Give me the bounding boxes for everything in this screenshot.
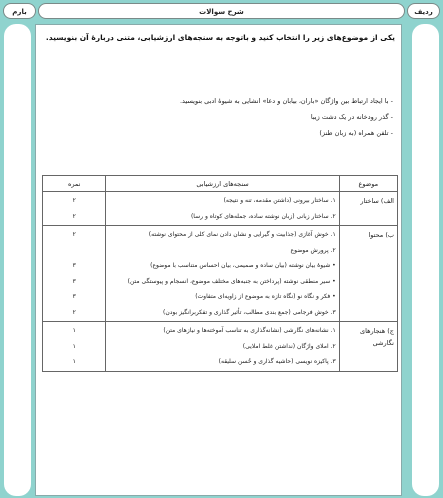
topic-item: - گذر رودخانه در یک دشت زیبا — [310, 113, 393, 121]
row-number-column — [412, 24, 439, 496]
criterion: ۳. پاکیزه نویسی (حاشیه گذاری و حُسن سلیقه) — [218, 358, 336, 365]
criteria-cell — [106, 226, 339, 322]
criteria-cell — [106, 192, 339, 226]
criterion: ۲. ساختار زبانی (زبان نوشته ساده، جمله‌های کوتاه و رسا) — [190, 212, 336, 220]
rubric-table — [42, 175, 398, 372]
topic-list — [43, 93, 393, 141]
criterion: • شیوهٔ بیان نوشته (بیان ساده و صمیمی، بیان احساس متناسب با موضوع) — [150, 262, 336, 269]
question-panel — [35, 24, 402, 496]
criterion-score: ۱ — [72, 342, 76, 350]
criterion: ۳. خوش فرجامی (جمع بندی مطالب، تأثیر گذاری و تفکربرانگیز بودن) — [163, 308, 336, 316]
row-number-label: ردیف — [407, 3, 440, 19]
table-header-row — [43, 176, 398, 192]
score-cell — [43, 322, 106, 372]
criterion: ۲. املای واژگان (نداشتن غلط املایی) — [242, 342, 336, 350]
criterion-score: ۳ — [72, 293, 76, 300]
subject-cell: الف) ساختار — [339, 192, 397, 226]
subject-header: موضوع — [339, 176, 397, 192]
table-row — [43, 226, 398, 322]
subject-cell: ب) محتوا — [339, 226, 397, 322]
topic-item: - تلفن همراه (به زبان طنز) — [319, 129, 393, 137]
table-row — [43, 192, 398, 226]
score-header: نمره — [43, 176, 106, 192]
criterion-score: ۲ — [72, 197, 76, 204]
criterion: ۱. نشانه‌های نگارشی (نشانه‌گذاری به تناسب آموخته‌ها و نیازهای متن) — [163, 327, 336, 334]
criterion-score: ۲ — [72, 231, 76, 238]
criterion-score: ۳ — [72, 262, 76, 269]
criterion-score: ۲ — [72, 212, 76, 220]
table-row — [43, 322, 398, 372]
question-text: یکی از موضوع‌های زیر را انتخاب کنید و باتوجه به سنجه‌های ارزشیابی، متنی دربارهٔ آن بنویسید. — [45, 33, 395, 42]
page-title: شرح سوالات — [38, 3, 405, 19]
topic-item: - با ایجاد ارتباط بین واژگان «باران، بیابان و دعا» انشایی به شیوهٔ ادبی بنویسید. — [179, 97, 393, 105]
criterion-score — [46, 243, 102, 259]
criterion-score: ۲ — [72, 308, 76, 316]
criterion-score: ۱ — [72, 327, 76, 334]
criteria-cell — [106, 322, 339, 372]
score-label: بارم — [3, 3, 36, 19]
criterion-score: ۱ — [72, 358, 76, 365]
score-cell — [43, 192, 106, 226]
criterion: ۲. پرورش موضوع — [290, 246, 336, 254]
page-header — [3, 3, 440, 20]
criteria-header: سنجه‌های ارزشیابی — [106, 176, 339, 192]
criterion: ۱. ساختار بیرونی (داشتن مقدمه، تنه و نتیجه) — [223, 197, 336, 204]
subject-cell: ج) هنجارهای نگارشی — [339, 322, 397, 372]
criterion: • فکر و نگاه نو (نگاه تازه به موضوع از زاویه‌ای متفاوت) — [195, 293, 336, 300]
score-cell — [43, 226, 106, 322]
criterion-score: ۳ — [72, 277, 76, 285]
criterion: ۱. خوش آغازی (جذابیت و گیرایی و نشان دادن نمای کلی از محتوای نوشته) — [148, 231, 336, 238]
criterion: • سیر منطقی نوشته (پرداختن به جنبه‌های مختلف موضوع، انسجام و پیوستگی متن) — [127, 277, 336, 285]
score-column — [4, 24, 31, 496]
